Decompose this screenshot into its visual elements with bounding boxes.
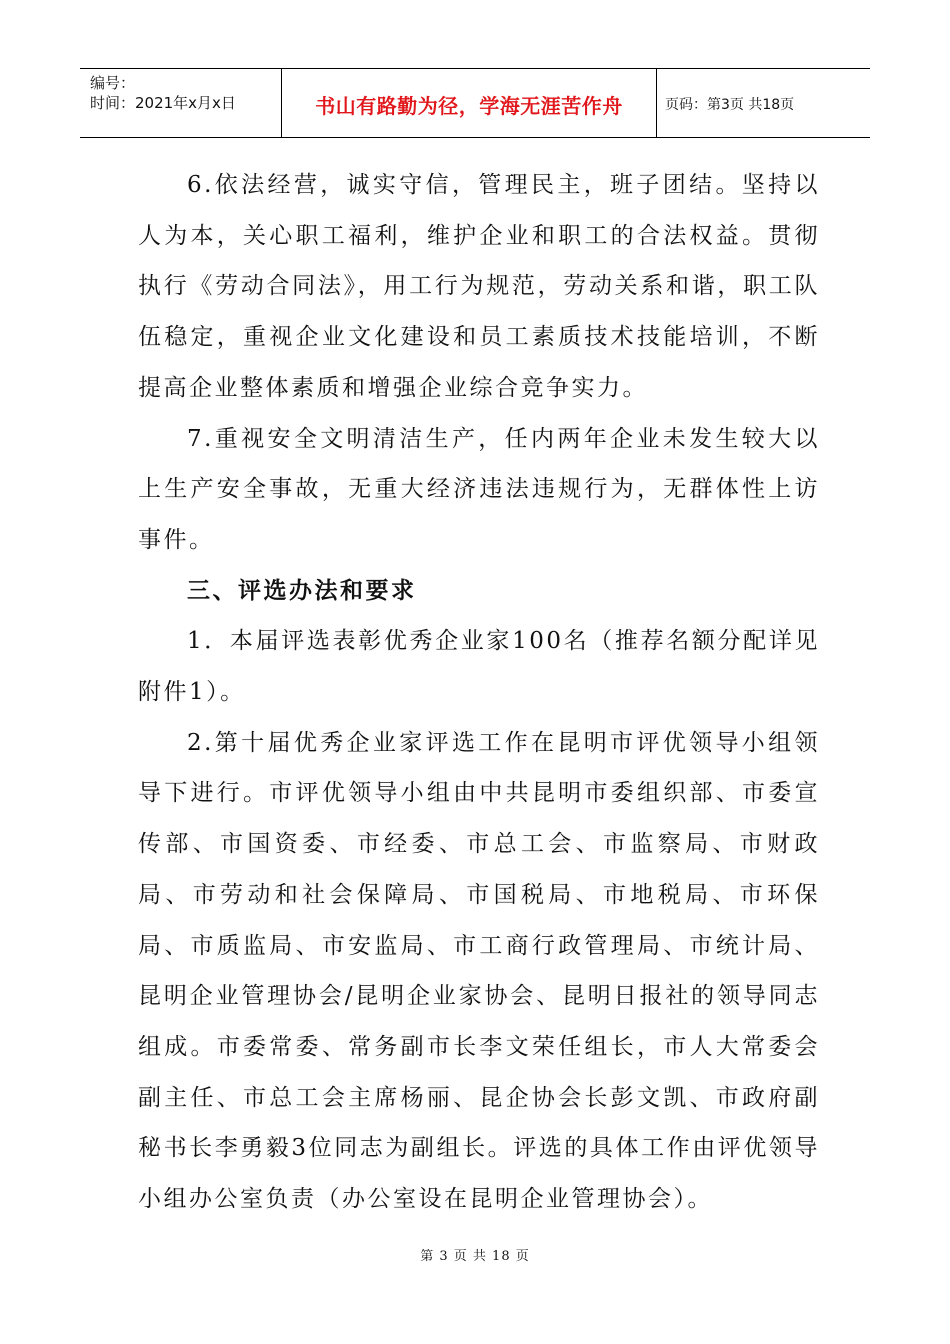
document-body (138, 160, 820, 1225)
paragraph-method-2: 2.第十届优秀企业家评选工作在昆明市评优领导小组领导下进行。市评优领导小组由中共昆明市委组织部、市委宣传部、市国资委、市经委、市总工会、市监察局、市财政局、市劳动和社会保障局、市国税局、市地税局、市环保局、市质监局、市安监局、市工商行政管理局、市统计局、昆明企业管理协会/昆明企业家协会、昆明日报社的领导同志组成。市委常委、常务副市长李文荣任组长，市人大常委会副主任、市总工会主席杨丽、昆企协会长彭文凯、市政府副秘书长李勇毅3位同志为副组长。评选的具体工作由评优领导小组办公室负责（办公室设在昆明企业管理协会）。 (138, 729, 820, 1213)
header-page-info: 页码：第3页 共18页 (665, 97, 795, 113)
page-header (80, 68, 870, 138)
document-number-label: 编号： (90, 74, 136, 92)
page-footer: 第 3 页 共 18 页 (420, 1249, 530, 1264)
header-motto: 书山有路勤为径，学海无涯苦作舟 (315, 93, 623, 118)
header-motto-cell (282, 69, 657, 137)
section-heading-3: 三、评选办法和要求 (187, 576, 417, 604)
paragraph-item-7: 7.重视安全文明清洁生产，任内两年企业未发生较大以上生产安全事故，无重大经济违法违规行为，无群体性上访事件。 (138, 425, 820, 553)
document-time-label: 时间：2021年x月x日 (90, 94, 236, 112)
header-page-info-cell (657, 69, 870, 137)
paragraph-item-6: 6.依法经营，诚实守信，管理民主，班子团结。坚持以人为本，关心职工福利，维护企业和职工的合法权益。贯彻执行《劳动合同法》，用工行为规范，劳动关系和谐，职工队伍稳定，重视企业文化建设和员工素质技术技能培训，不断提高企业整体素质和增强企业综合竞争实力。 (138, 172, 820, 401)
header-meta-cell (80, 69, 282, 137)
paragraph-method-1: 1．本届评选表彰优秀企业家100名（推荐名额分配详见附件1）。 (138, 628, 820, 706)
